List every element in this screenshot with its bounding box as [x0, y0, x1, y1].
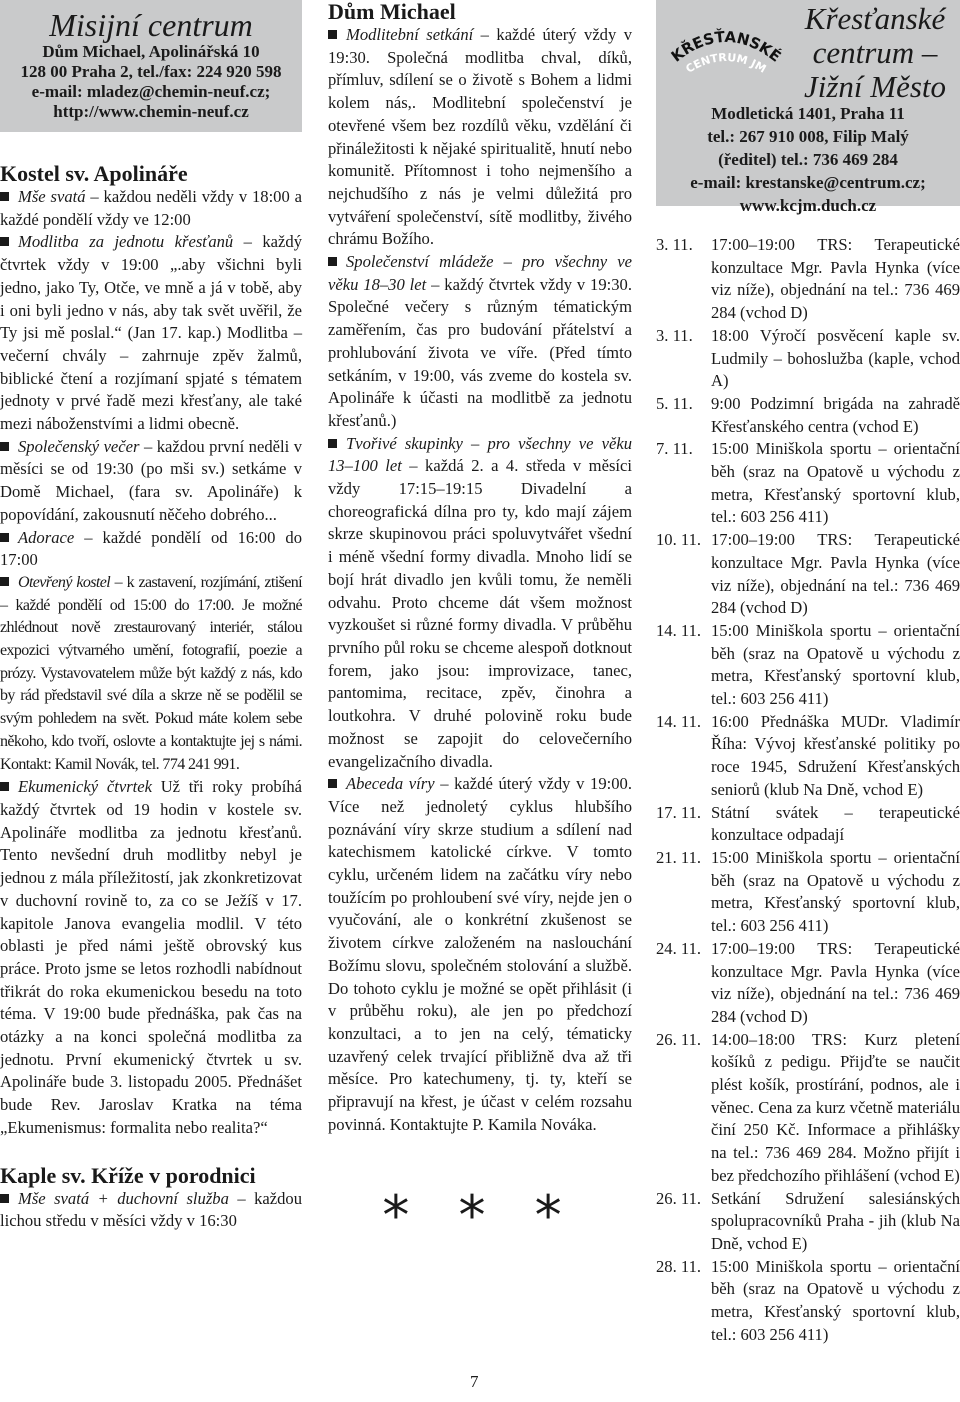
krestanske-centrum-box: [656, 0, 960, 215]
event-date: 14. 11.: [656, 620, 702, 640]
event-text: 14:00–18:00 TRS: Kurz pletení košíků z pedigu. Přijďte se naučit plést košík, prostírání, podnos, ale i věnec. Cena za kurz včetně materiálu činí 250 Kč. Informace a přihlášky na tel.: 736 469 284. Možno přijít i bez předchozího přihlášení (vchod E): [711, 1029, 960, 1185]
bullet-square-icon: [0, 533, 9, 542]
event-text: 18:00 Výročí posvěcení kaple sv. Ludmily – bohoslužba (kaple, vchod A): [711, 325, 960, 391]
bullet-square-icon: [0, 577, 9, 586]
event-date: 7. 11.: [656, 439, 693, 459]
paragraph: Adorace – každé pondělí od 16:00 do 17:00: [0, 527, 302, 570]
box-line: Modletická 1401, Praha 11: [711, 104, 905, 123]
paragraph: Mše svatá + duchovní služba – každou lichou středu v měsíci vždy v 16:30: [0, 1188, 302, 1231]
event-item: [656, 802, 960, 847]
separator-stars: * * *: [382, 1184, 578, 1248]
event-text: 9:00 Podzimní brigáda na zahradě Křesťanského centra (vchod E): [711, 393, 960, 436]
svg-text:CENTRUM JM: CENTRUM JM: [683, 50, 769, 76]
krestanske-centrum-logo-icon: [662, 16, 790, 86]
event-text: Setkání Sdružení salesiánských spolupracovníků Praha - jih (klub Na Dně, vchod E): [711, 1188, 960, 1253]
box-line: Dům Michael, Apolinářská 10: [42, 42, 260, 61]
box-line: e-mail: mladez@chemin-neuf.cz;: [31, 82, 271, 101]
event-item: [656, 847, 960, 938]
section-heading: Kaple sv. Kříže v porodnici: [0, 1162, 256, 1188]
section-heading: Dům Michael: [328, 0, 456, 24]
event-date: 10. 11.: [656, 530, 702, 550]
event-item: [656, 393, 960, 438]
box-title: Křesťanské centrum – Jižní Město: [803, 1, 947, 104]
box-line: http://www.chemin-neuf.cz: [53, 102, 249, 121]
events-list: [656, 234, 960, 1346]
bullet-square-icon: [0, 442, 9, 451]
box-line: tel.: 267 910 008, Filip Malý: [707, 127, 909, 146]
paragraph: Otevřený kostel – k zastavení, rozjímání, ztišení – každé pondělí od 15:00 do 17:00. Je možné zhlédnout nově zrestaurovaný interiér, stálou expozici výtvarného umění, fotografií, poezie a prózy. Vystavovatelem může být každý z nás, kdo by rád představil své díla a skrze ně se podělil se svým pohledem na svět. Pokud máte kolem sebe někoho, kdo tvoří, oslovte a kontaktujte jej s námi. Kontakt: Kamil Novák, tel. 774 241 991.: [0, 573, 302, 773]
box-line: e-mail: krestanske@centrum.cz;: [690, 173, 926, 192]
middle-column: [328, 0, 632, 1247]
event-text: 16:00 Přednáška MUDr. Vladimír Říha: Vývoj křesťanské politiky po roce 1945, Sdružení Křesťanských seniorů (klub Na Dně, vchod E): [711, 711, 960, 799]
box-line: 128 00 Praha 2, tel./fax: 224 920 598: [20, 62, 282, 81]
event-date: 14. 11.: [656, 711, 702, 731]
page-number: 7: [470, 1372, 479, 1391]
event-text: 15:00 Miniškola sportu – orientační běh (sraz na Opatově u východu z metra, Křesťanský sportovní klub, tel.: 603 256 411): [711, 620, 960, 709]
svg-text:KŘESŤANSKÉ: KŘESŤANSKÉ: [667, 27, 785, 66]
right-column: [656, 0, 960, 1346]
event-item: [656, 620, 960, 711]
event-item: [656, 529, 960, 620]
bullet-square-icon: [328, 439, 337, 448]
event-text: 17:00–19:00 TRS: Terapeutické konzultace Mgr. Pavla Hynka (více viz níže), objednání na tel.: 736 469 284 (vchod D): [711, 530, 960, 618]
bullet-square-icon: [0, 192, 9, 201]
event-item: [656, 938, 960, 1029]
event-text: Státní svátek – terapeutické konzultace odpadají: [711, 802, 960, 845]
bullet-square-icon: [328, 779, 337, 788]
bullet-square-icon: [328, 257, 337, 266]
event-date: 5. 11.: [656, 393, 693, 413]
event-date: 24. 11.: [656, 938, 702, 958]
paragraph: Tvořivé skupinky – pro všechny ve věku 13–100 let – každá 2. a 4. středa v měsíci vždy 17:15–19:15 Divadelní a choreografická dílna pro ty, kdo mají zájem skrze skupinovou práci spoluvytvářet všední i méně všední formy divadla. Mnoho lidí se bojí hrát divadlo jen kvůli tomu, že neměli odvahu. Proto chceme dát všem možnost vyzkoušet si různé formy divadla. V průběhu prvního půl roku se chceme alespoň dotknout forem, jako jsou: improvizace, tanec, pantomima, recitace, zpěv, činohra a loutkohra. V druhé polovině roku bude možnost se zapojit do celovečerního evangelizačního divadla.: [328, 433, 632, 771]
event-text: 15:00 Miniškola sportu – orientační běh (sraz na Opatově u východu z metra, Křesťanský sportovní klub, tel.: 603 256 411): [711, 439, 960, 527]
box-line: www.kcjm.duch.cz: [739, 196, 877, 215]
event-item: [656, 1029, 960, 1188]
bullet-square-icon: [0, 1194, 9, 1203]
misijni-centrum-box: [0, 0, 302, 132]
paragraph: Ekumenický čtvrtek Už tři roky probíhá každý čtvrtek od 19 hodin v kostele sv. Apolináře modlitba za jednotu křesťanů. Tento nevšední druh modlitby nebyl je jednou z mála příležitostí, jak zkonkretizovat v duchovní rovině to, za co se Ježíš v 17. kapitole Janova evangelia modlil. V této oblasti je před námi ještě obrovský kus práce. Proto jsme se letos rozhodli nabídnout třikrát do roka ekumenickou besedu na toto téma. V 19:00 bude přednáška, pak čas na otázky a na konci společná modlitba za jednotu. První ekumenický čtvrtek u sv. Apolináře bude 3. listopadu 2005. Přednášet bude Rev. Jaroslav Kratka na téma „Ekumenismus: formalita nebo realita?“: [0, 777, 303, 1137]
event-date: 3. 11.: [656, 235, 693, 254]
paragraph: Společenství mládeže – pro všechny ve věku 18–30 let – každý čtvrtek vždy v 19:30. Společné večery s různým tématickým zaměřením, čas pro budování přátelství a prohlubování života ve víře. (Před tímto setkáním, v 19:00, vás zveme do kostela sv. Apolináře k účasti na modlitbě za jednotu křesťanů.): [328, 252, 632, 430]
paragraph: Modlitební setkání – každé úterý vždy v 19:30. Společná modlitba chval, díků, přímluv, sdílení se o životě s Bohem a lidmi kolem nás,. Modlitební společenství je otevřené všem bez rozdílů věku, vzdělání či přináležitosti k nějaké spiritualitě, hnutí nebo komunitě. Přítomnost i toho nejmenšího a nejchudšího z nás je velmi důležitá pro vytváření společenství, sítě modlitby, živého chrámu Božího.: [328, 25, 632, 249]
event-text: 17:00–19:00 TRS: Terapeutické konzultace Mgr. Pavla Hynka (více viz níže), objednání na tel.: 736 469 284 (vchod D): [711, 938, 960, 1026]
event-text: 15:00 Miniškola sportu – orientační běh (sraz na Opatově u východu z metra, Křesťanský sportovní klub, tel.: 603 256 411): [711, 1256, 960, 1344]
bullet-square-icon: [0, 237, 9, 246]
bullet-square-icon: [0, 782, 9, 791]
event-date: 21. 11.: [656, 847, 702, 867]
left-column: [0, 0, 302, 1233]
bullet-square-icon: [328, 30, 337, 39]
box-title: Misijní centrum: [49, 7, 253, 43]
event-item: [656, 325, 960, 393]
event-item: [656, 1188, 960, 1256]
event-date: 26. 11.: [656, 1029, 702, 1049]
event-date: 26. 11.: [656, 1188, 702, 1208]
event-date: 3. 11.: [656, 325, 693, 345]
section-heading: Kostel sv. Apolináře: [0, 161, 188, 186]
event-item: [656, 234, 960, 325]
event-date: 28. 11.: [656, 1256, 702, 1276]
event-text: 17:00–19:00 TRS: Terapeutické konzultace Mgr. Pavla Hynka (více viz níže), objednání na tel.: 736 469 284 (vchod D): [711, 235, 960, 323]
paragraph: Společenský večer – každou první neděli v měsíci se od 19:30 (po mši sv.) setkáme v Domě Michael, (fara sv. Apolináře) k popovídání, zakousnutí něčeho dobrého...: [0, 436, 302, 524]
box-line: (ředitel) tel.: 736 469 284: [718, 150, 898, 169]
paragraph: Mše svatá – každou neděli vždy v 18:00 a každé pondělí vždy ve 12:00: [0, 187, 302, 229]
paragraph: Modlitba za jednotu křesťanů – každý čtvrtek vždy v 19:00 „.aby všichni byli jedno, jako Ty, Otče, ve mně a já v tobě, aby i oni byli jedno v nás, aby tak svět uvěřil, že Ty jsi mě poslal.“ (Jan 17. kap.) Modlitba – večerní chvály – zahrnuje zpěv žalmů, biblické čtení a rozjímaní spjaté s tématem jednoty v prvé řadě mezi křesťany, ale také mezi náboženstvími a lidmi obecně.: [0, 232, 303, 434]
paragraph: Abeceda víry – každé úterý vždy v 19:00. Více než jednoletý cyklus hlubšího poznávání víry skrze studium a sdílení nad katechismem katolické církve. V tomto cyklu, určeném lidem na začátku víry nebo toužícím po prohloubení své víry, nejde jen o vyučování, ale o konkrétní zkušenost se životem církve založeném na naslouchání Božímu slovu, společném stolování a službě. Do tohoto cyklu je možné se opět přihlásit (i v průběhu roku), ale jen po předchozí konzultaci, a to jen na celý, tématicky uzavřený celek trvající přibližně dva až tři měsíce. Pro katechumeny, tj. ty, kteří se připravují na křest, je účast v celém rozsahu povinná. Kontaktujte P. Kamila Nováka.: [328, 774, 632, 1134]
event-item: [656, 438, 960, 529]
event-item: [656, 711, 960, 802]
event-date: 17. 11.: [656, 802, 702, 822]
event-item: [656, 1256, 960, 1347]
event-text: 15:00 Miniškola sportu – orientační běh (sraz na Opatově u východu z metra, Křesťanský sportovní klub, tel.: 603 256 411): [711, 847, 960, 936]
